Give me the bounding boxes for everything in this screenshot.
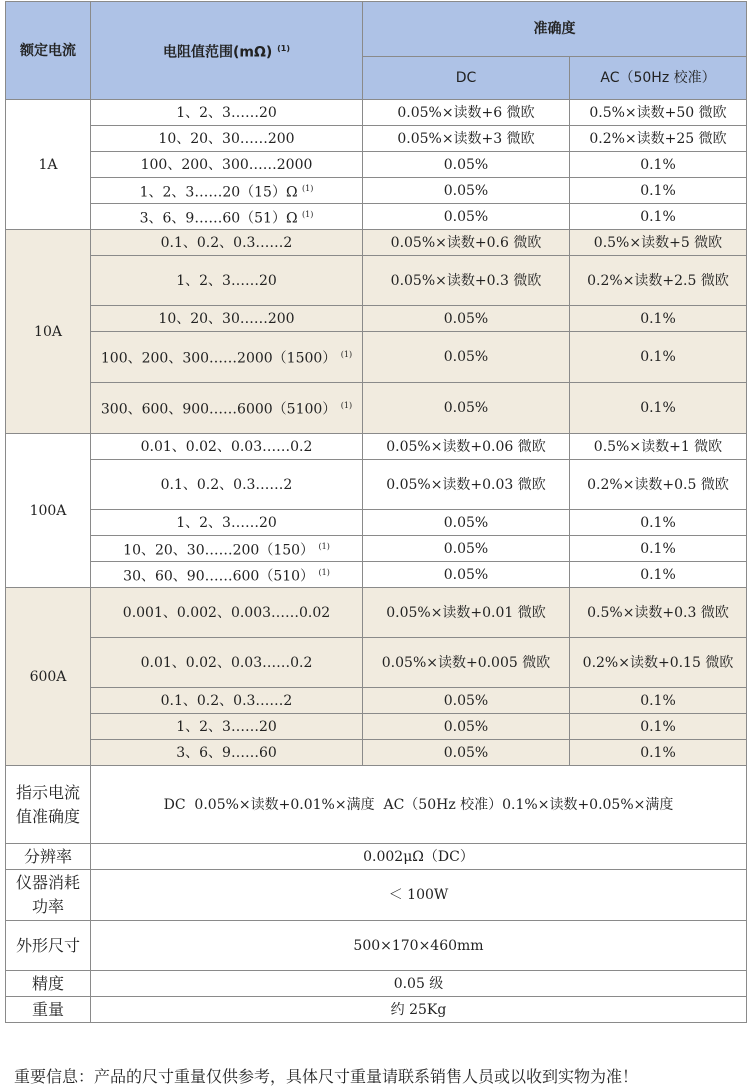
range-text: 100、200、300……2000 [140,156,313,173]
ac-accuracy-cell: 0.1% [570,383,747,434]
range-cell [91,204,363,230]
range-cell [91,588,363,638]
range-text: 3、6、9……60（51）Ω [139,210,298,227]
dc-accuracy-cell: 0.05% [363,740,570,766]
spec-label: 外形尺寸 [6,921,91,971]
table-row [6,126,747,152]
range-text: 1、2、3……20 [176,104,277,121]
ac-accuracy-cell: 0.2%×读数+2.5 微欧 [570,256,747,306]
range-cell [91,178,363,204]
ac-accuracy-cell: 0.1% [570,510,747,536]
table-row [6,638,747,688]
spec-value: ＜ 100W [91,870,747,921]
dc-accuracy-cell: 0.05%×读数+0.01 微欧 [363,588,570,638]
table-row [6,306,747,332]
range-note-mark: (1) [318,567,330,577]
range-cell [91,332,363,383]
dc-accuracy-cell: 0.05% [363,562,570,588]
range-cell [91,306,363,332]
range-cell [91,152,363,178]
dc-accuracy-cell: 0.05% [363,714,570,740]
ac-accuracy-cell: 0.1% [570,178,747,204]
range-cell [91,460,363,510]
dc-accuracy-cell: 0.05%×读数+0.6 微欧 [363,230,570,256]
ac-accuracy-cell: 0.2%×读数+25 微欧 [570,126,747,152]
header-resistance-range [91,2,363,100]
table-row [6,178,747,204]
dc-accuracy-cell: 0.05% [363,204,570,230]
spec-row [6,844,747,870]
ac-accuracy-cell: 0.5%×读数+0.3 微欧 [570,588,747,638]
dc-accuracy-cell: 0.05%×读数+3 微欧 [363,126,570,152]
spec-row [6,921,747,971]
table-row [6,688,747,714]
dc-accuracy-cell: 0.05%×读数+0.005 微欧 [363,638,570,688]
header-dc: DC [363,57,570,100]
table-body [6,100,747,1023]
ac-accuracy-cell: 0.1% [570,204,747,230]
table-row [6,383,747,434]
range-text: 10、20、30……200 [158,130,295,147]
table-row [6,204,747,230]
range-text: 1、2、3……20 [176,272,277,289]
range-text: 0.1、0.2、0.3……2 [160,476,293,493]
range-cell [91,740,363,766]
range-text: 0.1、0.2、0.3……2 [160,692,293,709]
range-text: 10、20、30……200（150） [123,542,315,559]
notice-text: 重要信息：产品的尺寸重量仅供参考，具体尺寸重量请联系销售人员或以收到实物为准！ [14,1067,639,1086]
ac-accuracy-cell: 0.1% [570,332,747,383]
spec-label: 仪器消耗功率 [6,870,91,921]
table-row [6,510,747,536]
spec-value: 0.05 级 [91,971,747,997]
range-text: 0.01、0.02、0.03……0.2 [140,438,313,455]
range-note-mark: (1) [318,541,330,551]
spec-value: 约 25Kg [91,997,747,1023]
ac-accuracy-cell: 0.1% [570,536,747,562]
spec-label: 指示电流值准确度 [6,766,91,844]
table-row [6,100,747,126]
range-cell [91,562,363,588]
range-cell [91,434,363,460]
spec-label: 精度 [6,971,91,997]
ac-accuracy-cell: 0.5%×读数+50 微欧 [570,100,747,126]
dc-accuracy-cell: 0.05% [363,306,570,332]
range-note-mark: (1) [340,350,353,360]
range-cell [91,126,363,152]
range-text: 30、60、90……600（510） [123,568,315,585]
ac-accuracy-cell: 0.1% [570,306,747,332]
ac-accuracy-cell: 0.1% [570,562,747,588]
dc-accuracy-cell: 0.05% [363,383,570,434]
rated-current-cell: 10A [6,230,91,434]
range-note-mark: (1) [302,209,314,219]
spec-table [5,1,747,1023]
table-row [6,434,747,460]
table-row [6,562,747,588]
spec-value: DC 0.05%×读数+0.01%×满度 AC（50Hz 校准）0.1%×读数+0.05%×满度 [91,766,747,844]
spec-row [6,870,747,921]
range-text: 100、200、300……2000（1500） [100,350,337,367]
range-text: 300、600、900……6000（5100） [100,401,337,418]
dc-accuracy-cell: 0.05% [363,332,570,383]
ac-accuracy-cell: 0.1% [570,740,747,766]
table-row [6,588,747,638]
range-cell [91,100,363,126]
ac-accuracy-cell: 0.1% [570,152,747,178]
table-row [6,332,747,383]
header-accuracy: 准确度 [363,2,747,57]
range-cell [91,510,363,536]
ac-accuracy-cell: 0.2%×读数+0.5 微欧 [570,460,747,510]
table-row [6,740,747,766]
header-ac: AC（50Hz 校准） [570,57,747,100]
header-note-mark: (1) [277,43,291,53]
ac-accuracy-cell: 0.2%×读数+0.15 微欧 [570,638,747,688]
spec-value: 0.002μΩ（DC） [91,844,747,870]
range-text: 1、2、3……20 [176,718,277,735]
table-row [6,256,747,306]
rated-current-cell: 1A [6,100,91,230]
rated-current-cell: 600A [6,588,91,766]
dc-accuracy-cell: 0.05%×读数+0.03 微欧 [363,460,570,510]
header-rated-current: 额定电流 [6,2,91,100]
spec-row [6,766,747,844]
dc-accuracy-cell: 0.05% [363,510,570,536]
dc-accuracy-cell: 0.05% [363,178,570,204]
table-row [6,714,747,740]
ac-accuracy-cell: 0.5%×读数+5 微欧 [570,230,747,256]
table-row [6,230,747,256]
range-text: 10、20、30……200 [158,310,295,327]
spec-value: 500×170×460mm [91,921,747,971]
ac-accuracy-cell: 0.5%×读数+1 微欧 [570,434,747,460]
dc-accuracy-cell: 0.05%×读数+0.3 微欧 [363,256,570,306]
table-row [6,460,747,510]
dc-accuracy-cell: 0.05% [363,688,570,714]
table-row [6,536,747,562]
header-resistance-label: 电阻值范围(mΩ) [162,44,273,61]
range-note-mark: (1) [302,183,314,193]
spec-row [6,997,747,1023]
dc-accuracy-cell: 0.05% [363,536,570,562]
range-text: 0.1、0.2、0.3……2 [160,234,293,251]
range-text: 0.01、0.02、0.03……0.2 [140,654,313,671]
spec-row [6,971,747,997]
range-cell [91,714,363,740]
dc-accuracy-cell: 0.05%×读数+6 微欧 [363,100,570,126]
range-note-mark: (1) [340,401,353,411]
range-text: 0.001、0.002、0.003……0.02 [122,604,331,621]
range-cell [91,638,363,688]
ac-accuracy-cell: 0.1% [570,688,747,714]
range-cell [91,256,363,306]
range-text: 3、6、9……60 [176,744,277,761]
rated-current-cell: 100A [6,434,91,588]
range-text: 1、2、3……20 [176,514,277,531]
spec-label: 分辨率 [6,844,91,870]
dc-accuracy-cell: 0.05%×读数+0.06 微欧 [363,434,570,460]
range-cell [91,230,363,256]
range-cell [91,688,363,714]
table-row [6,152,747,178]
spec-label: 重量 [6,997,91,1023]
range-text: 1、2、3……20（15）Ω [139,184,298,201]
range-cell [91,536,363,562]
ac-accuracy-cell: 0.1% [570,714,747,740]
dc-accuracy-cell: 0.05% [363,152,570,178]
range-cell [91,383,363,434]
